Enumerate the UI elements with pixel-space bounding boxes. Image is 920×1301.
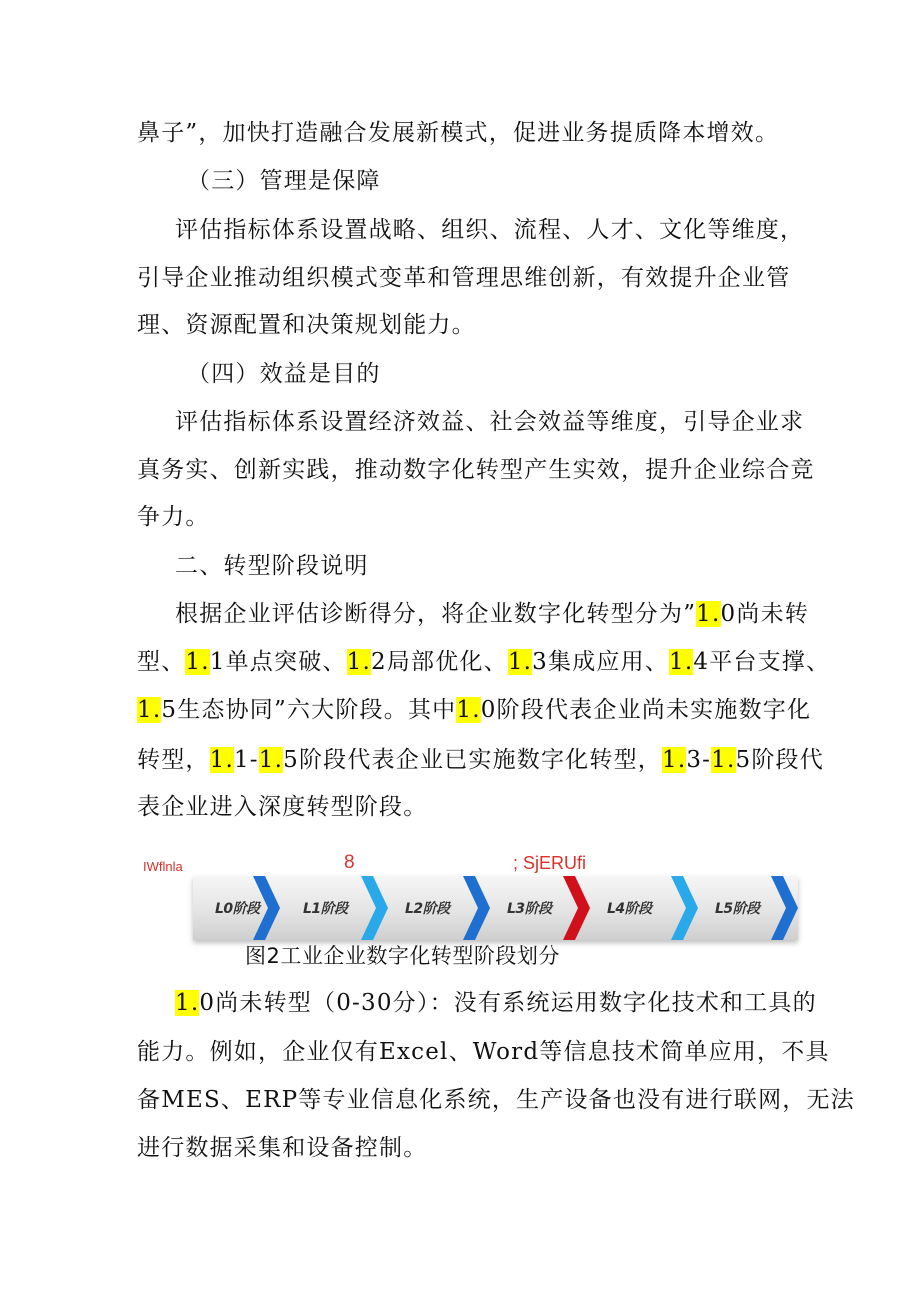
text-run: 4平台支撑、 <box>693 649 831 675</box>
text-run: 5阶段代表企业已实施数字化转型， <box>283 747 662 773</box>
highlighted-text: 1. <box>711 747 736 773</box>
highlighted-text: 1. <box>456 697 481 723</box>
text-line: 表企业进入深度转型阶段。 <box>137 794 428 820</box>
subheading-benefit: （四）效益是目的 <box>187 361 381 387</box>
chevron-arrow-icon <box>671 876 699 940</box>
highlighted-text: 1. <box>696 601 721 627</box>
text-run: 0阶段代表企业尚未实施数字化 <box>480 697 812 723</box>
text-line: 引导企业推动组织模式变革和管理思维创新，有效提升企业管 <box>137 265 791 291</box>
stage-banner <box>193 876 798 940</box>
text-run: 3集成应用、 <box>532 649 670 675</box>
text-run: 转型， <box>137 747 210 773</box>
highlighted-text: 1. <box>258 747 284 773</box>
text-run: 5生态协同”六大阶段。其中 <box>161 697 457 723</box>
stage-label: L5阶段 <box>715 901 760 917</box>
chevron-arrow-icon <box>771 876 799 940</box>
highlighted-text: 1. <box>669 649 694 675</box>
text-line: 评估指标体系设置经济效益、社会效益等维度，引导企业求 <box>175 409 805 435</box>
text-run: 0尚未转 <box>720 601 809 627</box>
figure-ocr-mid: 8 <box>344 852 355 873</box>
text-line <box>175 983 817 1023</box>
text-line: 理、资源配置和决策规划能力。 <box>137 312 476 338</box>
stage-label: L3阶段 <box>507 901 552 917</box>
highlighted-text: 1. <box>175 990 200 1016</box>
text-run: 2局部优化、 <box>370 649 508 675</box>
text-run: 3- <box>686 747 712 773</box>
figure-ocr-left: IWflnla <box>143 859 183 874</box>
text-line: 真务实、创新实践，推动数字化转型产生实效，提升企业综合竞 <box>137 457 815 483</box>
chevron-arrow-icon <box>253 876 281 940</box>
stage-label: L1阶段 <box>303 901 348 917</box>
stage-label: L0阶段 <box>215 901 260 917</box>
text-line <box>175 594 809 634</box>
text-line: 评估指标体系设置战略、组织、流程、人才、文化等维度， <box>175 217 805 243</box>
highlighted-text: 1. <box>185 649 210 675</box>
highlighted-text: 1. <box>346 649 371 675</box>
text-line: 进行数据采集和设备控制。 <box>137 1135 428 1161</box>
chevron-arrow-icon <box>361 876 389 940</box>
text-line: 备MES、ERP等专业信息化系统，生产设备也没有进行联网，无法 <box>137 1087 855 1113</box>
highlighted-text: 1. <box>137 697 162 723</box>
chevron-arrow-icon <box>563 876 591 940</box>
subheading-management: （三）管理是保障 <box>187 168 381 194</box>
text-run: 1- <box>233 747 259 773</box>
text-run: 5阶段代 <box>735 747 824 773</box>
text-line: 鼻子”，加快打造融合发展新模式，促进业务提质降本增效。 <box>137 120 780 146</box>
highlighted-text: 1. <box>661 747 687 773</box>
text-run: 根据企业评估诊断得分，将企业数字化转型分为” <box>175 601 697 627</box>
figure-caption: 图2工业企业数字化转型阶段划分 <box>245 944 560 968</box>
text-line <box>137 642 830 682</box>
text-line <box>137 690 811 730</box>
text-line <box>137 740 824 780</box>
text-line: 能力。例如，企业仅有Excel、Word等信息技术简单应用，不具 <box>137 1039 830 1065</box>
stage-label: L4阶段 <box>607 901 652 917</box>
text-run: 1单点突破、 <box>209 649 347 675</box>
chevron-arrow-icon <box>463 876 491 940</box>
figure-ocr-right: ; SjERUfi <box>513 853 587 873</box>
text-line: 争力。 <box>137 504 210 530</box>
stage-label: L2阶段 <box>405 901 450 917</box>
highlighted-text: 1. <box>507 649 533 675</box>
text-run: 型、 <box>137 649 186 675</box>
section-heading: 二、转型阶段说明 <box>175 553 369 579</box>
highlighted-text: 1. <box>209 747 234 773</box>
text-run: 0尚未转型（0-30分）：没有系统运用数字化技术和工具的 <box>199 990 817 1016</box>
